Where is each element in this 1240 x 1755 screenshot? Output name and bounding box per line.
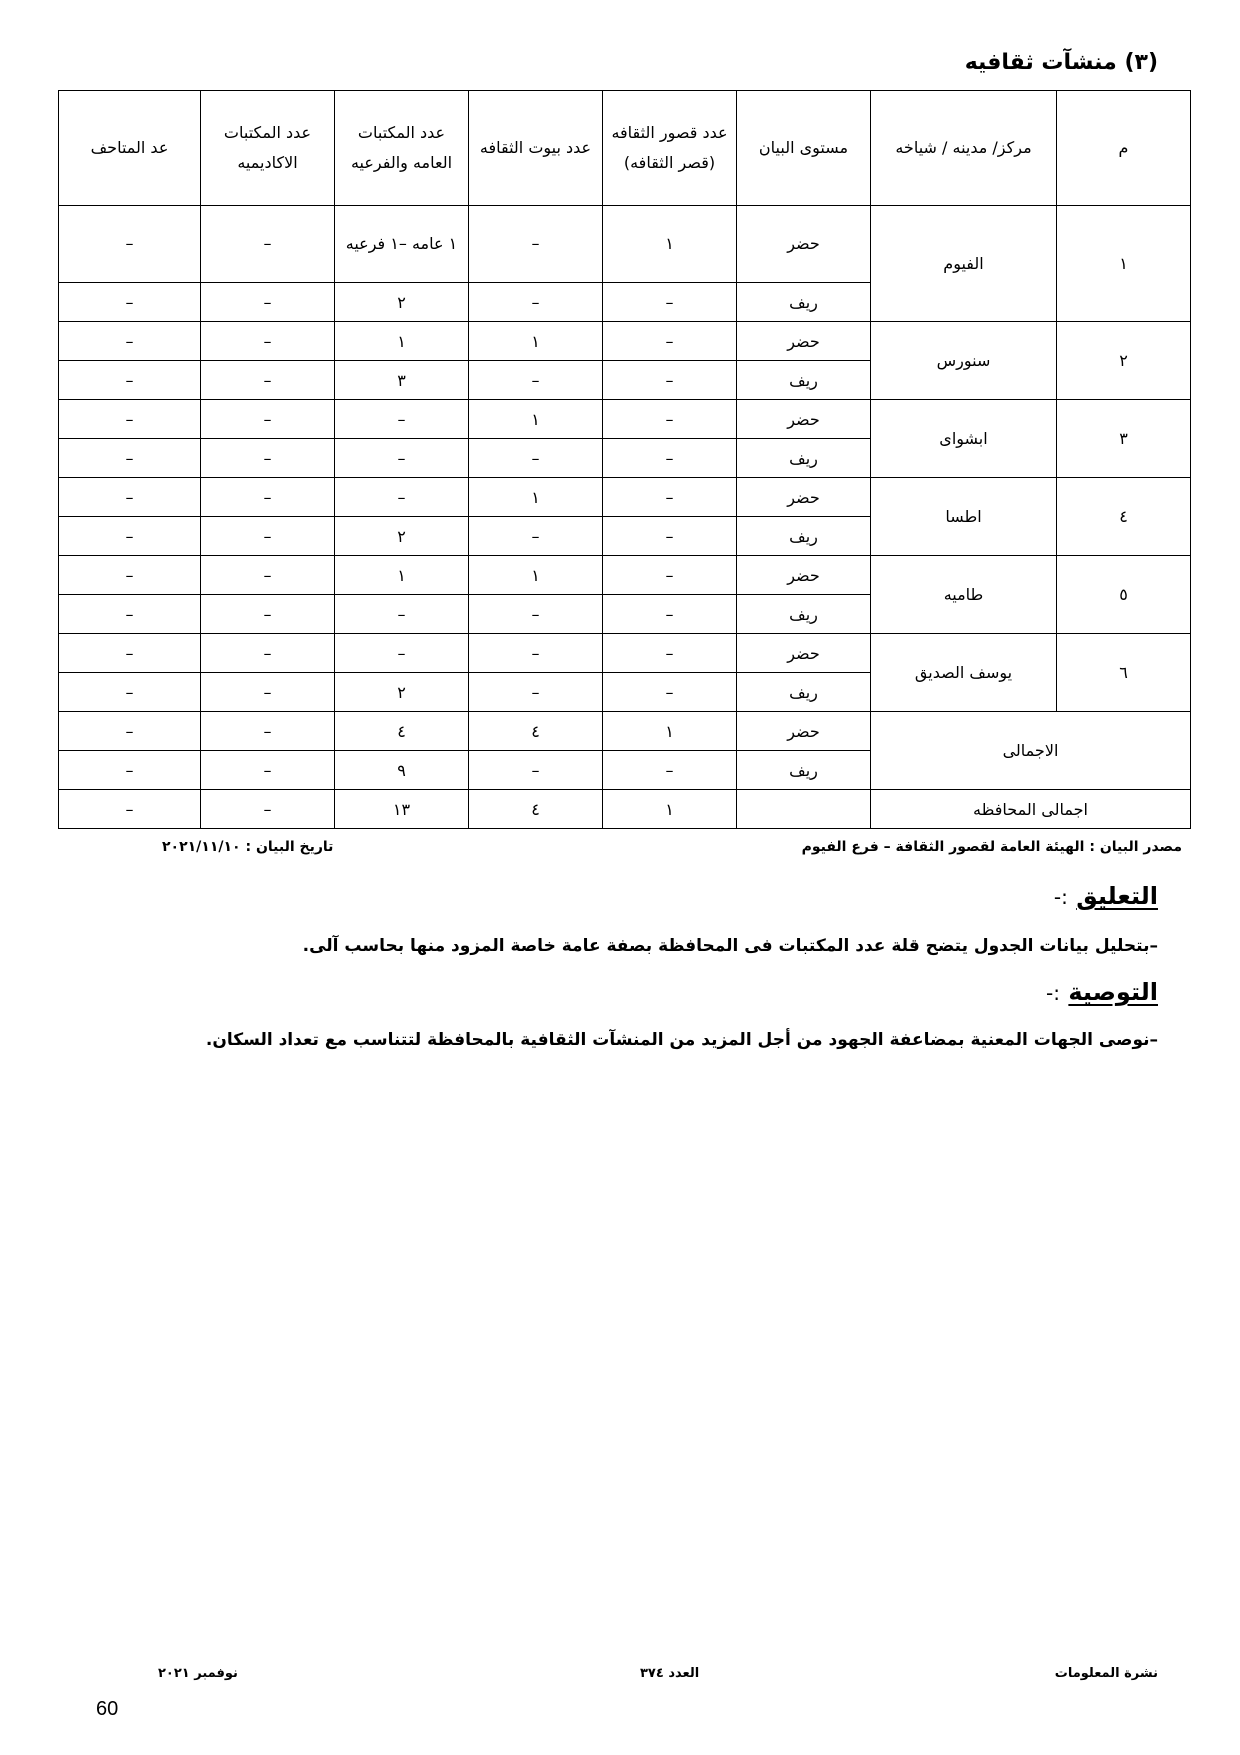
cell-academic-libs: –	[201, 595, 335, 634]
header-public-libs: عدد المكتبات العامه والفرعيه	[335, 91, 469, 206]
cell-num: ٦	[1057, 634, 1191, 712]
cell-palaces: –	[603, 751, 737, 790]
table-row	[59, 478, 1191, 517]
cell-public-libs: ١ عامه –١ فرعيه	[335, 206, 469, 283]
cell-academic-libs: –	[201, 322, 335, 361]
recommendation-heading-word: التوصية	[1068, 978, 1158, 1006]
cell-museums: –	[59, 283, 201, 322]
cell-level: ريف	[737, 751, 871, 790]
cell-houses: ١	[469, 400, 603, 439]
cell-academic-libs: –	[201, 478, 335, 517]
cell-academic-libs: –	[201, 634, 335, 673]
cell-museums: –	[59, 751, 201, 790]
cell-level: حضر	[737, 712, 871, 751]
cell-level: حضر	[737, 556, 871, 595]
cell-palaces: –	[603, 439, 737, 478]
cell-center: ابشواى	[871, 400, 1057, 478]
grand-total-row	[59, 790, 1191, 829]
cell-level: حضر	[737, 206, 871, 283]
recommendation-heading	[1046, 978, 1158, 1006]
cell-public-libs: ٢	[335, 283, 469, 322]
header-num: م	[1057, 91, 1191, 206]
header-houses: عدد بيوت الثقافه	[469, 91, 603, 206]
cell-level: ريف	[737, 673, 871, 712]
cell-houses: –	[469, 283, 603, 322]
cell-houses: –	[469, 206, 603, 283]
cell-center: سنورس	[871, 322, 1057, 400]
total-label: الاجمالى	[871, 712, 1191, 790]
cell-public-libs: –	[335, 595, 469, 634]
cell-academic-libs: –	[201, 751, 335, 790]
recommendation-heading-sep: :-	[1046, 981, 1061, 1005]
cell-center: طاميه	[871, 556, 1057, 634]
cell-public-libs: ٤	[335, 712, 469, 751]
cell-num: ٢	[1057, 322, 1191, 400]
cell-academic-libs: –	[201, 556, 335, 595]
cell-level: ريف	[737, 361, 871, 400]
header-museums: عد المتاحف	[59, 91, 201, 206]
cell-museums: –	[59, 517, 201, 556]
cell-palaces: –	[603, 361, 737, 400]
cell-houses: ٤	[469, 790, 603, 829]
cell-num: ١	[1057, 206, 1191, 322]
cell-academic-libs: –	[201, 712, 335, 751]
cell-academic-libs: –	[201, 673, 335, 712]
cell-museums: –	[59, 673, 201, 712]
cell-museums: –	[59, 634, 201, 673]
cell-houses: –	[469, 595, 603, 634]
cell-palaces: –	[603, 322, 737, 361]
cell-houses: –	[469, 673, 603, 712]
cell-num: ٥	[1057, 556, 1191, 634]
cell-palaces: ١	[603, 206, 737, 283]
table-row	[59, 400, 1191, 439]
header-row	[59, 91, 1191, 206]
cell-houses: –	[469, 634, 603, 673]
cell-academic-libs: –	[201, 790, 335, 829]
cell-palaces: –	[603, 517, 737, 556]
table-row	[59, 206, 1191, 283]
cell-level: حضر	[737, 322, 871, 361]
data-date: تاريخ البيان : ٢٠٢١/١١/١٠	[162, 839, 334, 855]
cell-museums: –	[59, 322, 201, 361]
cell-museums: –	[59, 712, 201, 751]
cell-museums: –	[59, 439, 201, 478]
cell-level: حضر	[737, 634, 871, 673]
cell-houses: ١	[469, 322, 603, 361]
cell-museums: –	[59, 361, 201, 400]
cell-houses: –	[469, 751, 603, 790]
cell-palaces: –	[603, 556, 737, 595]
cell-level: حضر	[737, 400, 871, 439]
header-level: مستوى البيان	[737, 91, 871, 206]
cell-academic-libs: –	[201, 206, 335, 283]
table-row	[59, 556, 1191, 595]
header-palaces: عدد قصور الثقافه (قصر الثقافه)	[603, 91, 737, 206]
cell-academic-libs: –	[201, 400, 335, 439]
recommendation-text: –نوصى الجهات المعنية بمضاعفة الجهود من أجل المزيد من المنشآت الثقافية بالمحافظة لتتناسب مع تعداد السكان.	[205, 1030, 1158, 1050]
comment-text: –بتحليل بيانات الجدول يتضح قلة عدد المكتبات فى المحافظة بصفة عامة خاصة المزود منها بحاسب آلى.	[302, 936, 1158, 956]
cell-public-libs: ٢	[335, 517, 469, 556]
cell-museums: –	[59, 478, 201, 517]
grand-total-label: اجمالى المحافظه	[871, 790, 1191, 829]
total-row	[59, 712, 1191, 751]
header-academic-libs: عدد المكتبات الاكاديميه	[201, 91, 335, 206]
table-row	[59, 322, 1191, 361]
cell-num: ٤	[1057, 478, 1191, 556]
comment-heading	[1054, 882, 1158, 910]
cell-level: ريف	[737, 283, 871, 322]
cell-museums: –	[59, 556, 201, 595]
cell-public-libs: ٩	[335, 751, 469, 790]
cell-center: يوسف الصديق	[871, 634, 1057, 712]
cell-public-libs: ١	[335, 322, 469, 361]
cell-level: ريف	[737, 595, 871, 634]
cell-level	[737, 790, 871, 829]
cell-center: الفيوم	[871, 206, 1057, 322]
footer-date: نوفمبر ٢٠٢١	[158, 1666, 238, 1681]
cell-public-libs: –	[335, 634, 469, 673]
table-row	[59, 634, 1191, 673]
cell-num: ٣	[1057, 400, 1191, 478]
cell-museums: –	[59, 790, 201, 829]
cell-academic-libs: –	[201, 517, 335, 556]
cell-public-libs: –	[335, 478, 469, 517]
cell-houses: ١	[469, 478, 603, 517]
cell-palaces: –	[603, 400, 737, 439]
cell-houses: –	[469, 517, 603, 556]
cell-museums: –	[59, 595, 201, 634]
cell-palaces: –	[603, 634, 737, 673]
cell-museums: –	[59, 206, 201, 283]
cell-palaces: –	[603, 595, 737, 634]
cell-level: ريف	[737, 439, 871, 478]
cell-houses: ١	[469, 556, 603, 595]
page-number: 60	[96, 1698, 119, 1720]
cell-public-libs: ١	[335, 556, 469, 595]
cell-houses: ٤	[469, 712, 603, 751]
cell-palaces: –	[603, 283, 737, 322]
comment-heading-sep: :-	[1053, 885, 1068, 909]
footer-publication: نشرة المعلومات	[1054, 1666, 1158, 1681]
cell-academic-libs: –	[201, 283, 335, 322]
data-source: مصدر البيان : الهيئة العامة لقصور الثقافة – فرع الفيوم	[801, 839, 1182, 855]
cell-palaces: –	[603, 673, 737, 712]
cell-public-libs: –	[335, 400, 469, 439]
culture-facilities-table	[58, 90, 1191, 829]
cell-palaces: ١	[603, 790, 737, 829]
comment-heading-word: التعليق	[1076, 882, 1158, 910]
cell-center: اطسا	[871, 478, 1057, 556]
cell-palaces: –	[603, 478, 737, 517]
cell-public-libs: ٢	[335, 673, 469, 712]
header-center: مركز/ مدينه / شياخه	[871, 91, 1057, 206]
cell-academic-libs: –	[201, 361, 335, 400]
page-title: (٣) منشآت ثقافيه	[964, 50, 1158, 75]
cell-public-libs: ٣	[335, 361, 469, 400]
cell-level: ريف	[737, 517, 871, 556]
cell-public-libs: –	[335, 439, 469, 478]
cell-houses: –	[469, 361, 603, 400]
cell-palaces: ١	[603, 712, 737, 751]
cell-public-libs: ١٣	[335, 790, 469, 829]
cell-houses: –	[469, 439, 603, 478]
cell-museums: –	[59, 400, 201, 439]
cell-level: حضر	[737, 478, 871, 517]
cell-academic-libs: –	[201, 439, 335, 478]
footer-issue: العدد ٣٧٤	[640, 1666, 700, 1681]
